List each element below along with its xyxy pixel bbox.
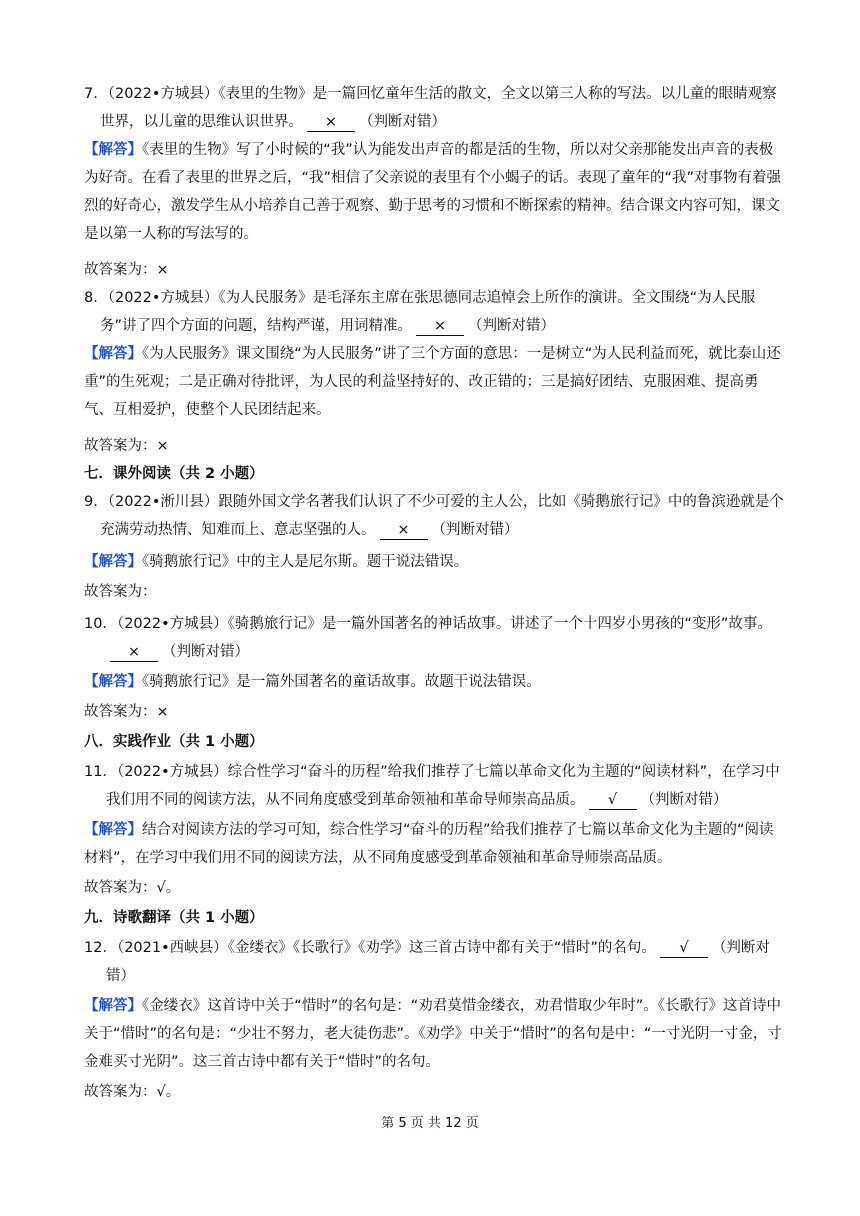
answer-10-tag: 【解答】	[84, 674, 142, 690]
question-12-suffix: （判断对错）	[106, 940, 770, 984]
question-7-blank: ×	[307, 113, 355, 132]
answer-7-text: 《表里的生物》写了小时候的“我”认为能发出声音的都是活的生物，所以对父亲那能发出声音的表极为好奇。在看了表里的世界之后，“我”相信了父亲说的表里有个小蝎子的话。表现了童年的“我”对事物有着强烈的好奇心，激发学生从小培养自己善于观察、勤于思考的习惯和不断探索的精神。结合课文内容可知，课文是以第一人称的写法写的。	[84, 142, 782, 242]
answer-8-tag: 【解答】	[84, 346, 142, 362]
final-answer-12: 故答案为：√。	[84, 1084, 181, 1100]
final-answer-10: 故答案为：×	[84, 704, 169, 720]
section-heading-7: 七．课外阅读（共 2 小题）	[84, 466, 264, 482]
question-10	[84, 610, 784, 666]
question-10-blank: ×	[110, 643, 158, 662]
question-11-blank: √	[589, 791, 637, 810]
question-7-suffix: （判断对错）	[359, 114, 446, 130]
question-11	[84, 758, 784, 814]
answer-7	[84, 136, 784, 248]
section-heading-9: 九．诗歌翻译（共 1 小题）	[84, 910, 264, 926]
question-9-text: 9．（2022•淅川县）跟随外国文学名著我们认识了不少可爱的主人公，比如《骑鹅旅行记》中的鲁滨逊就是个充满劳动热情、知难而上、意志坚强的人。	[84, 494, 784, 538]
question-11-suffix: （判断对错）	[640, 792, 728, 808]
answer-12	[84, 992, 784, 1076]
answer-8-text: 《为人民服务》课文围绕“为人民服务”讲了三个方面的意思：一是树立“为人民利益而死，就比泰山还重”的生死观；二是正确对待批评，为人民的利益坚持好的、改正错的；三是搞好团结、克服困难、提高勇气、互相爱护，使整个人民团结起来。	[84, 346, 781, 418]
final-answer-9: 故答案为：	[84, 584, 157, 600]
question-9	[84, 488, 784, 544]
answer-11-tag: 【解答】	[84, 822, 142, 838]
question-12-blank: √	[660, 939, 708, 958]
question-10-text: 10．（2022•方城县）《骑鹅旅行记》是一篇外国著名的神话故事。讲述了一个十四岁小男孩的“变形”故事。	[84, 616, 772, 632]
question-8-blank: ×	[416, 317, 464, 336]
question-9-suffix: （判断对错）	[431, 522, 519, 538]
question-7-text: 7．（2022•方城县）《表里的生物》是一篇回忆童年生活的散文，全文以第三人称的写法。以儿童的眼睛观察世界，以儿童的思维认识世界。	[84, 86, 777, 130]
section-heading-8: 八．实践作业（共 1 小题）	[84, 734, 264, 750]
question-10-suffix: （判断对错）	[162, 644, 249, 660]
answer-9	[84, 548, 784, 576]
question-12-text: 12．（2021•西峡县）《金缕衣》《长歌行》《劝学》这三首古诗中都有关于“惜时”的名句。	[84, 940, 656, 956]
answer-11	[84, 816, 784, 872]
question-8-text: 8．（2022•方城县）《为人民服务》是毛泽东主席在张思德同志追悼会上所作的演讲。全文围绕“为人民服务”讲了四个方面的问题，结构严谨，用词精准。	[84, 290, 756, 334]
question-7	[84, 80, 784, 136]
answer-9-text: 《骑鹅旅行记》中的主人是尼尔斯。题干说法错误。	[142, 554, 469, 570]
answer-10	[84, 668, 784, 696]
question-12	[84, 934, 784, 990]
question-9-blank: ×	[380, 521, 428, 540]
final-answer-8: 故答案为：×	[84, 438, 169, 454]
final-answer-11: 故答案为：√。	[84, 880, 181, 896]
question-8	[84, 284, 784, 340]
answer-12-text: 《金缕衣》这首诗中关于“惜时”的名句是：“劝君莫惜金缕衣，劝君惜取少年时”。《长歌行》这首诗中关于“惜时”的名句是：“少壮不努力，老大徒伤悲”。《劝学》中关于“惜时”的名句是中：“一寸光阴一寸金，寸金难买寸光阴”。这三首古诗中都有关于“惜时”的名句。	[84, 998, 782, 1070]
answer-11-text: 结合对阅读方法的学习可知，综合性学习“奋斗的历程”给我们推荐了七篇以革命文化为主题的“阅读材料”，在学习中我们用不同的阅读方法，从不同角度感受到革命领袖和革命导师崇高品质。	[84, 822, 774, 866]
answer-9-tag: 【解答】	[84, 554, 142, 570]
question-8-suffix: （判断对错）	[468, 318, 556, 334]
answer-7-tag: 【解答】	[84, 142, 142, 158]
page-footer: 第 5 页 共 12 页	[381, 1116, 479, 1131]
answer-8	[84, 340, 784, 424]
final-answer-7: 故答案为：×	[84, 262, 169, 278]
answer-10-text: 《骑鹅旅行记》是一篇外国著名的童话故事。故题干说法错误。	[142, 674, 541, 690]
question-11-text: 11．（2022•方城县）综合性学习“奋斗的历程”给我们推荐了七篇以革命文化为主题的“阅读材料”，在学习中我们用不同的阅读方法，从不同角度感受到革命领袖和革命导师崇高品质。	[84, 764, 780, 808]
answer-12-tag: 【解答】	[84, 998, 142, 1014]
